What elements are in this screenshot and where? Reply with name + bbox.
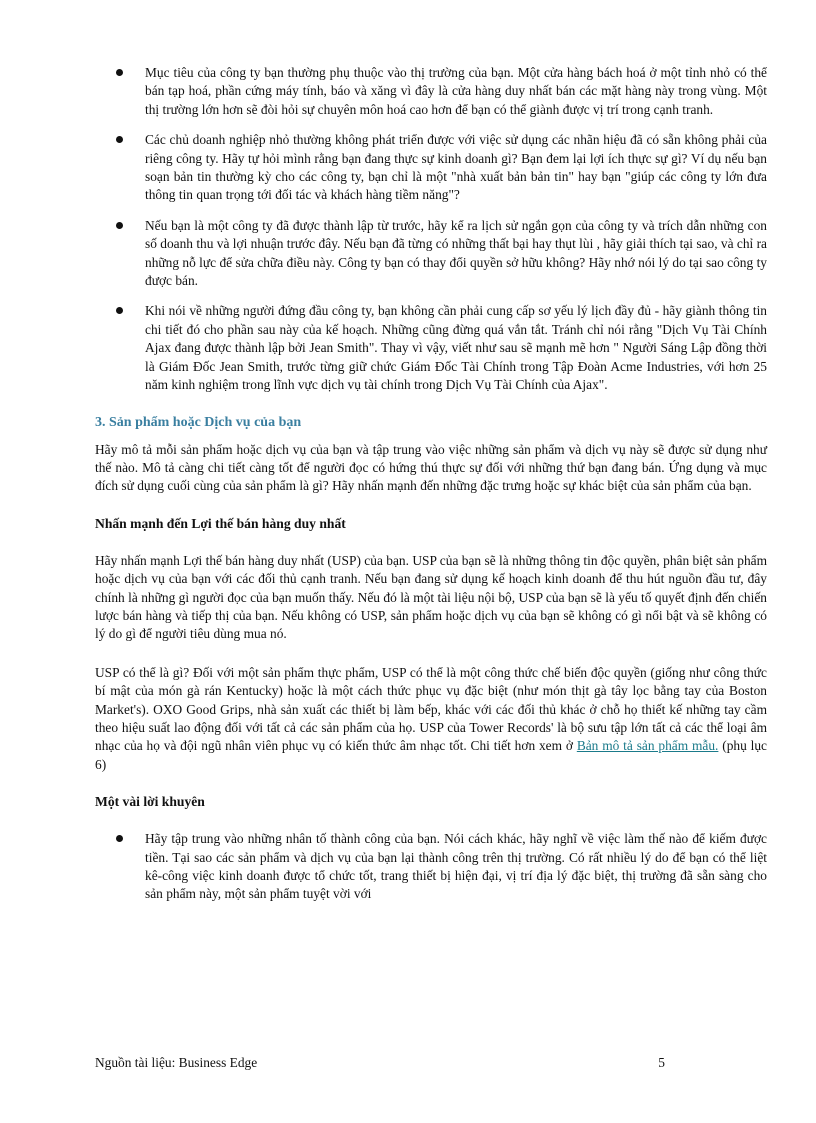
- usp-paragraph-1: Hãy nhấn mạnh Lợi thế bán hàng duy nhất (USP) của bạn. USP của bạn sẽ là những thông tin độc quyền, phân biệt sản phẩm hoặc dịch vụ của bạn với các đối thủ cạnh tranh. Nếu bạn đang sử dụng kế hoạch kinh doanh để thu hút nguồn đầu tư, đây chính là những gì người đọc của bạn muốn thấy. Nếu đó là một tài liệu nội bộ, USP của bạn sẽ là yếu tố quyết định đến chiến lược bán hàng và tiếp thị của bạn. Nếu không có USP, sản phẩm hoặc dịch vụ của bạn sẽ không có gì nổi bật và sẽ không có lý do gì để người tiêu dùng mua nó.: [95, 552, 767, 642]
- list-item-text: Khi nói về những người đứng đầu công ty, bạn không cần phải cung cấp sơ yếu lý lịch đầy đủ - hãy giành thông tin chi tiết đó cho phần sau này của kế hoạch. Những cũng đừng quá vắn tắt. Tránh chỉ nói rằng "Dịch Vụ Tài Chính Ajax đang được thành lập bởi Jean Smith". Thay vì vậy, viết như sau sẽ mạnh mẽ hơn " Người Sáng Lập đồng thời là Giám Đốc Jean Smith, trước từng giữ chức Giám Đốc Tài Chính trong Tập Đoàn Acme Industries, với hơn 25 năm kinh nghiệm trong lĩnh vực dịch vụ tài chính trong Dịch Vụ Tài Chính của Ajax".: [145, 303, 767, 393]
- bullet-icon: [116, 835, 123, 842]
- usp-paragraph-2: [95, 664, 767, 774]
- list-item-text: Hãy tập trung vào những nhân tố thành công của bạn. Nói cách khác, hãy nghĩ về việc làm thế nào để kiếm được tiền. Tại sao các sản phẩm và dịch vụ của bạn lại thành công trên thị trường. Có rất nhiều lý do để bạn có thể liệt kê-công việc kinh doanh được tổ chức tốt, trang thiết bị hiện đại, vị trí địa lý đặc biệt, thị trường đã sẵn sàng cho sản phẩm này, một sản phẩm tuyệt vời với: [145, 831, 767, 902]
- advice-bullet-list: [95, 830, 767, 904]
- section-3-heading: 3. Sản phẩm hoặc Dịch vụ của bạn: [95, 414, 302, 430]
- bullet-icon: [116, 69, 123, 76]
- page-content: [95, 64, 767, 916]
- bullet-icon: [116, 307, 123, 314]
- section-3-intro: Hãy mô tả mỗi sản phẩm hoặc dịch vụ của bạn và tập trung vào việc những sản phẩm và dịch vụ này sẽ được sử dụng như thế nào. Mô tả càng chi tiết càng tốt để người đọc có hứng thú thực sự đối với những thứ bạn đang bán. Ứng dụng và mục đích sử dụng cuối cùng của sản phẩm là gì? Hãy nhấn mạnh đến những đặc trưng hoặc sự khác biệt của sản phẩm của bạn.: [95, 441, 767, 494]
- usp-paragraph-2-text: USP có thể là gì? Đối với một sản phẩm thực phẩm, USP có thể là một công thức chế biến độc quyền (giống như công thức bí mật của món gà rán Kentucky) hoặc là một cách thức phục vụ đặc biệt (như món thịt gà tây lọc bằng tay của Boston Market's). OXO Good Grips, nhà sản xuất các thiết bị làm bếp, khác với các đối thủ khác ở chỗ họ thiết kế những tay cầm theo hiệu suất lao động đối với tất cả các sản phẩm của họ. USP của Tower Records' là bộ sưu tập lớn tất cả các thể loại âm nhạc của họ và đội ngũ nhân viên phục vụ có kiến thức âm nhạc tốt. Chi tiết hơn xem ở: [95, 664, 767, 754]
- list-item: [95, 131, 767, 205]
- list-item-text: Các chủ doanh nghiệp nhỏ thường không phát triển được với việc sử dụng các nhãn hiệu đã có sẵn không phải của riêng công ty. Hãy tự hỏi mình rằng bạn đang thực sự kinh doanh gì? Bạn đem lại lợi ích thực sự gì? Ví dụ nếu bạn soạn bản tin thường kỳ cho các công ty, bạn chỉ là một "nhà xuất bản bản tin" hay bạn "giúp các công ty lớn đưa thông tin quan trọng tới đối tác và khách hàng tiềm năng"?: [145, 132, 767, 203]
- list-item-text: Mục tiêu của công ty bạn thường phụ thuộc vào thị trường của bạn. Một cửa hàng bách hoá ở một tỉnh nhỏ có thể bán tạp hoá, phần cứng máy tính, báo và xăng vì đây là cửa hàng duy nhất bán các mặt hàng này trong vùng. Một thị trường lớn hơn sẽ đòi hỏi sự chuyên môn hoá cao hơn để bạn có thể giành được vị trí trong cạnh tranh.: [145, 65, 767, 117]
- page-number: 5: [658, 1055, 665, 1070]
- sample-product-description-link[interactable]: Bản mô tả sản phẩm mẫu.: [576, 738, 719, 754]
- advice-heading: Một vài lời khuyên: [95, 794, 205, 810]
- bullet-icon: [116, 222, 123, 229]
- bullet-icon: [116, 136, 123, 143]
- list-item: [95, 217, 767, 291]
- intro-bullet-list: [95, 64, 767, 395]
- list-item: [95, 302, 767, 394]
- list-item: [95, 830, 767, 904]
- footer-source: Nguồn tài liệu: Business Edge: [95, 1055, 258, 1070]
- list-item-text: Nếu bạn là một công ty đã được thành lập từ trước, hãy kể ra lịch sử ngắn gọn của công ty và trích dẫn những con số doanh thu và lợi nhuận trước đây. Nếu bạn đã từng có những thất bại hay thụt lùi , hãy giải thích tại sao, và chỉ ra những nỗ lực để sửa chữa điều này. Công ty bạn có thay đổi quyền sở hữu không? Hãy nhớ nói lý do tại sao công ty được bán.: [145, 217, 767, 289]
- usp-heading: Nhấn mạnh đến Lợi thế bán hàng duy nhất: [95, 515, 346, 531]
- list-item: [95, 64, 767, 119]
- page-footer: [95, 1055, 665, 1071]
- usp-paragraph-2-tail: (phụ lục 6): [95, 738, 767, 772]
